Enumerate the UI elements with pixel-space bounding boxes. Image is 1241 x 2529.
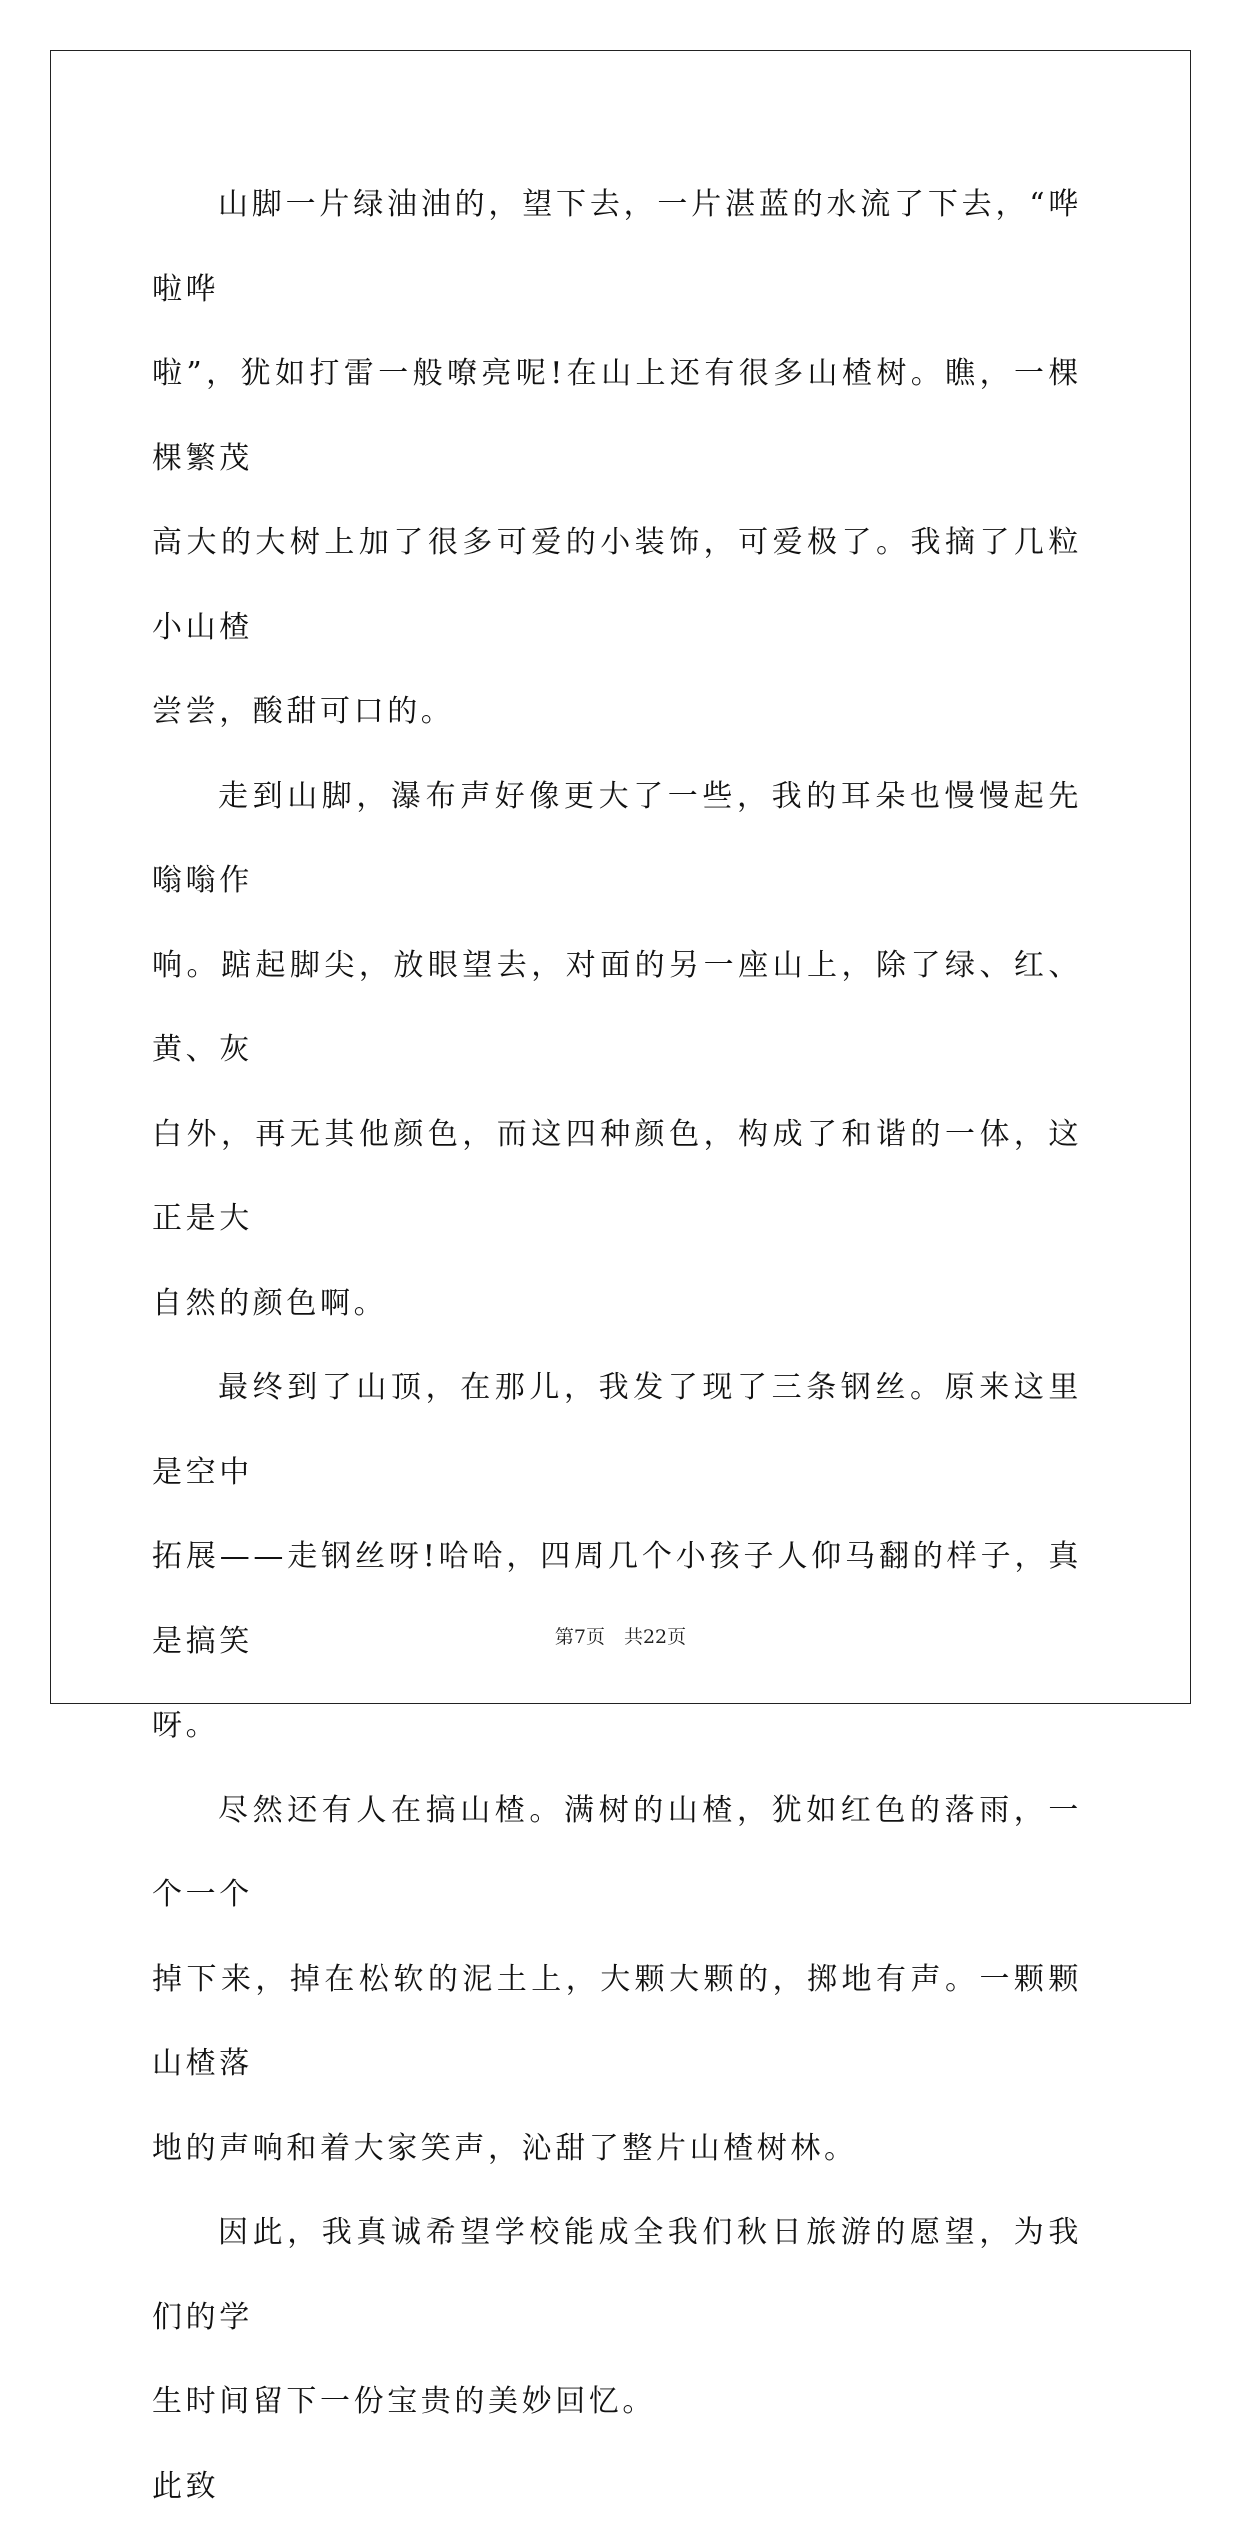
paragraph-line: 高大的大树上加了很多可爱的小装饰，可爱极了。我摘了几粒小山楂 <box>152 501 1082 670</box>
paragraph-line: 啦”，犹如打雷一般嘹亮呢!在山上还有很多山楂树。瞧，一棵棵繁茂 <box>152 332 1082 501</box>
paragraph-line: 自然的颜色啊。 <box>152 1262 1082 1347</box>
paragraph-line: 走到山脚，瀑布声好像更大了一些，我的耳朵也慢慢起先嗡嗡作 <box>152 755 1082 924</box>
paragraph-line: 山脚一片绿油油的，望下去，一片湛蓝的水流了下去，“哗啦哗 <box>152 163 1082 332</box>
paragraph-line: 生时间留下一份宝贵的美妙回忆。 <box>152 2360 1082 2445</box>
paragraph-line: 白外，再无其他颜色，而这四种颜色，构成了和谐的一体，这正是大 <box>152 1093 1082 1262</box>
paragraph-line: 拓展——走钢丝呀!哈哈，四周几个小孩子人仰马翻的样子，真是搞笑 <box>152 1515 1082 1684</box>
document-body <box>152 163 1082 2529</box>
paragraph-5 <box>152 2191 1082 2445</box>
paragraph-line: 掉下来，掉在松软的泥土上，大颗大颗的，掷地有声。一颗颗山楂落 <box>152 1938 1082 2107</box>
paragraph-3 <box>152 1346 1082 1769</box>
paragraph-line: 最终到了山顶，在那儿，我发了现了三条钢丝。原来这里是空中 <box>152 1346 1082 1515</box>
page-number: 第7页 共22页 <box>555 1626 686 1648</box>
paragraph-line: 尝尝，酸甜可口的。 <box>152 670 1082 755</box>
paragraph-4 <box>152 1769 1082 2192</box>
page-footer <box>0 1622 1241 1649</box>
paragraph-line: 尽然还有人在搞山楂。满树的山楂，犹如红色的落雨，一个一个 <box>152 1769 1082 1938</box>
paragraph-line: 呀。 <box>152 1684 1082 1769</box>
paragraph-line: 响。踮起脚尖，放眼望去，对面的另一座山上，除了绿、红、黄、灰 <box>152 924 1082 1093</box>
paragraph-line: 因此，我真诚希望学校能成全我们秋日旅游的愿望，为我们的学 <box>152 2191 1082 2360</box>
paragraph-1 <box>152 163 1082 755</box>
closing-salutation: 此致 <box>152 2445 1082 2529</box>
paragraph-2 <box>152 755 1082 1347</box>
paragraph-line: 地的声响和着大家笑声，沁甜了整片山楂树林。 <box>152 2107 1082 2192</box>
